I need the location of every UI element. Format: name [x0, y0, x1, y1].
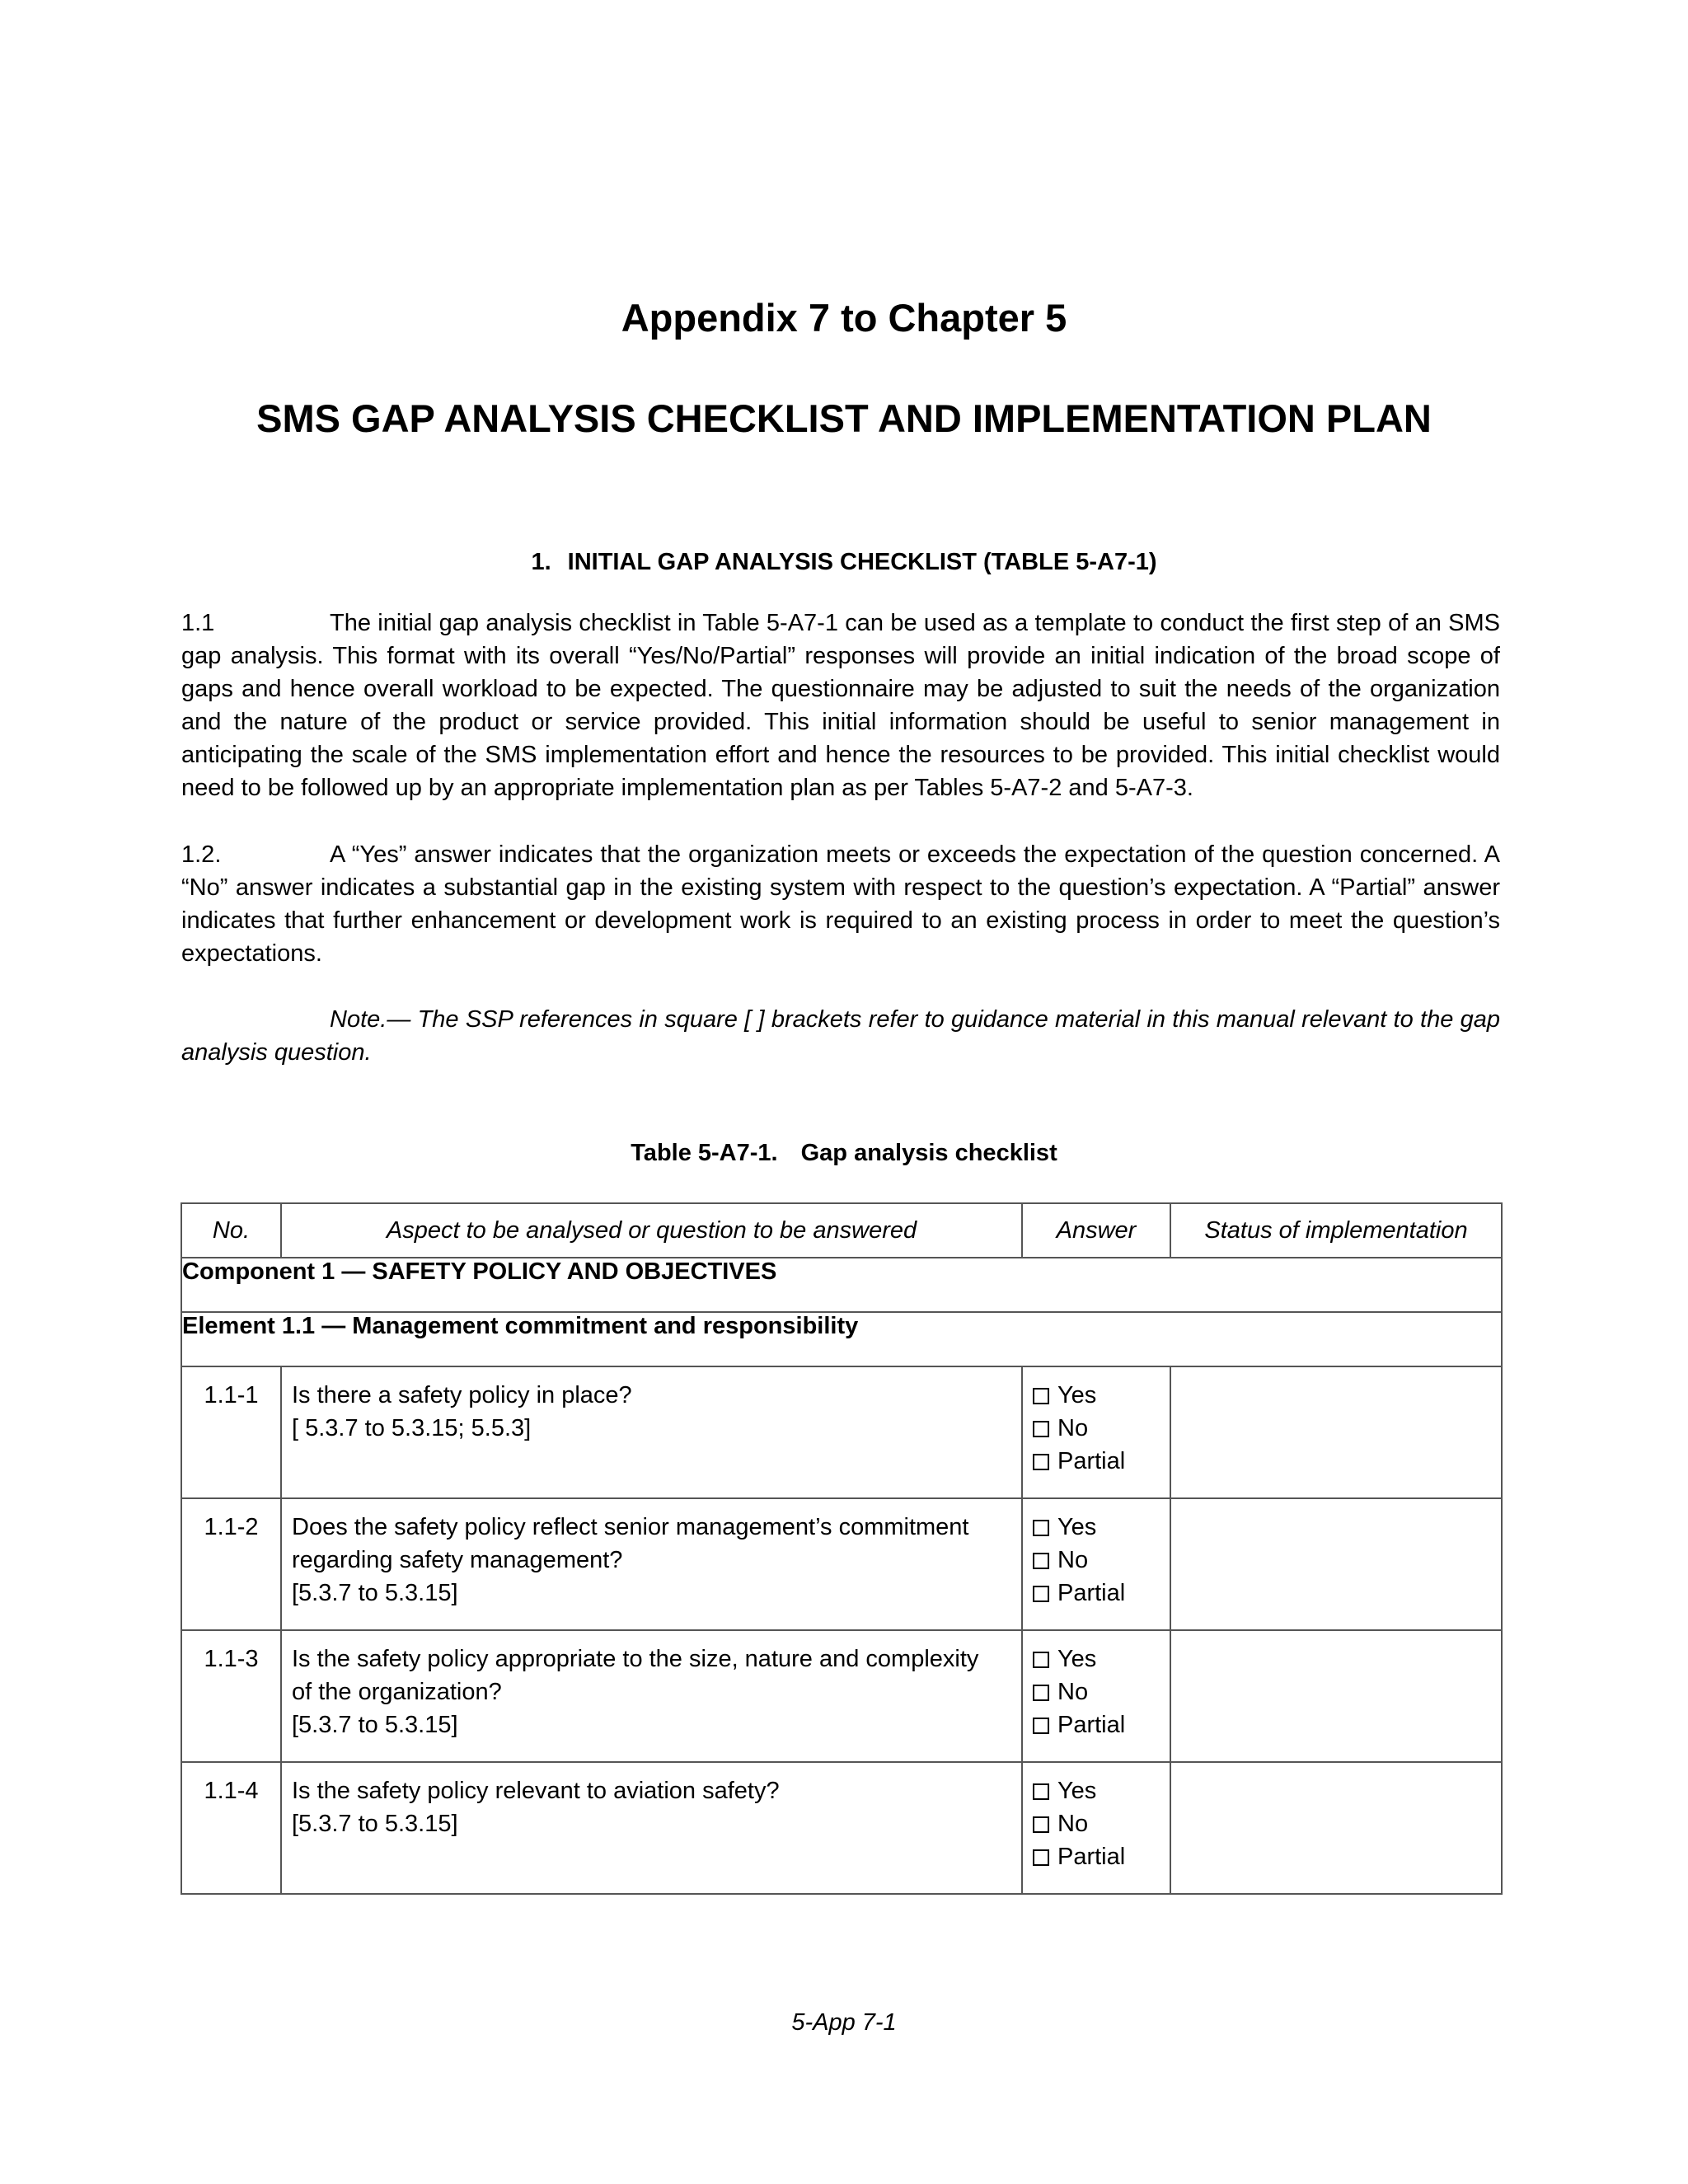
column-header-answer: Answer	[1022, 1203, 1170, 1258]
table-caption-title: Gap analysis checklist	[800, 1140, 1057, 1166]
question-reference: [5.3.7 to 5.3.15]	[292, 1811, 458, 1837]
table-header-row	[181, 1203, 1502, 1258]
paragraph-text: A “Yes” answer indicates that the organization meets or exceeds the expectation of the question concerned. A “No” answer indicates a substantial gap in the existing system with respect to the question’s expectation. A “Partial” answer indicates that further enhancement or development work is required to an existing process in order to meet the question’s expectations.	[181, 841, 1500, 967]
checkbox-icon[interactable]	[1033, 1388, 1049, 1404]
table-caption-number: Table 5-A7-1.	[631, 1140, 778, 1166]
checkbox-icon[interactable]	[1033, 1586, 1049, 1602]
section-number: 1.	[531, 549, 551, 575]
question-cell	[281, 1498, 1022, 1630]
table-row	[181, 1630, 1502, 1762]
table-row	[181, 1762, 1502, 1894]
checkbox-icon[interactable]	[1033, 1718, 1049, 1734]
table-caption	[0, 1139, 1688, 1168]
answer-option-partial[interactable]	[1033, 1445, 1170, 1478]
answer-cell	[1022, 1762, 1170, 1894]
question-text: regarding safety management?	[292, 1547, 623, 1573]
answer-option-label: No	[1057, 1811, 1089, 1837]
section-heading-text: INITIAL GAP ANALYSIS CHECKLIST (TABLE 5-A7-1)	[567, 549, 1157, 575]
question-cell	[281, 1630, 1022, 1762]
answer-option-label: No	[1057, 1547, 1089, 1573]
answer-option-label: Yes	[1057, 1646, 1097, 1672]
answer-option-no[interactable]	[1033, 1807, 1170, 1840]
paragraph-number: 1.2.	[181, 841, 222, 868]
answer-option-label: Yes	[1057, 1778, 1097, 1804]
row-number: 1.1-1	[181, 1366, 281, 1498]
answer-option-no[interactable]	[1033, 1675, 1170, 1708]
page-number: 5-App 7-1	[791, 2009, 897, 2036]
paragraph-1-2	[181, 838, 1500, 970]
checkbox-icon[interactable]	[1033, 1685, 1049, 1701]
column-header-aspect: Aspect to be analysed or question to be answered	[281, 1203, 1022, 1258]
answer-option-label: No	[1057, 1415, 1089, 1441]
table-row	[181, 1498, 1502, 1630]
page-subtitle: SMS GAP ANALYSIS CHECKLIST AND IMPLEMENTATION PLAN	[256, 396, 1432, 440]
answer-option-label: Yes	[1057, 1382, 1097, 1408]
page-title: Appendix 7 to Chapter 5	[621, 296, 1067, 340]
answer-option-label: Partial	[1057, 1448, 1126, 1474]
question-reference: [5.3.7 to 5.3.15]	[292, 1712, 458, 1738]
answer-option-yes[interactable]	[1033, 1643, 1170, 1675]
row-number: 1.1-4	[181, 1762, 281, 1894]
answer-option-partial[interactable]	[1033, 1840, 1170, 1873]
question-reference: [5.3.7 to 5.3.15]	[292, 1580, 458, 1606]
question-reference: [ 5.3.7 to 5.3.15; 5.5.3]	[292, 1415, 532, 1441]
answer-option-label: No	[1057, 1679, 1089, 1705]
row-number: 1.1-2	[181, 1498, 281, 1630]
paragraph-1-1	[181, 607, 1500, 804]
answer-option-partial[interactable]	[1033, 1708, 1170, 1741]
element-row	[181, 1312, 1502, 1366]
question-text: Is there a safety policy in place?	[292, 1382, 632, 1408]
checkbox-icon[interactable]	[1033, 1520, 1049, 1536]
checkbox-icon[interactable]	[1033, 1553, 1049, 1569]
table-row	[181, 1366, 1502, 1498]
paragraph-text: The initial gap analysis checklist in Table 5-A7-1 can be used as a template to conduct the first step of an SMS gap analysis. This format with its overall “Yes/No/Partial” responses will provide an initial indication of the broad scope of gaps and hence overall workload to be expected. The questionnaire may be adjusted to suit the needs of the organization and the nature of the product or service provided. This initial information should be useful to senior management in anticipating the scale of the SMS implementation effort and hence the resources to be provided. This initial checklist would need to be followed up by an appropriate implementation plan as per Tables 5-A7-2 and 5-A7-3.	[181, 610, 1500, 801]
answer-option-partial[interactable]	[1033, 1577, 1170, 1610]
answer-cell	[1022, 1630, 1170, 1762]
status-cell[interactable]	[1170, 1630, 1502, 1762]
answer-option-yes[interactable]	[1033, 1774, 1170, 1807]
status-cell[interactable]	[1170, 1762, 1502, 1894]
checkbox-icon[interactable]	[1033, 1454, 1049, 1470]
gap-analysis-table	[181, 1202, 1503, 1895]
note-paragraph	[181, 1003, 1500, 1069]
question-text: Does the safety policy reflect senior management’s commitment	[292, 1514, 969, 1540]
note-text: Note.— The SSP references in square [ ] brackets refer to guidance material in this manual relevant to the gap analysis question.	[181, 1006, 1500, 1066]
component-row	[181, 1258, 1502, 1312]
answer-option-label: Yes	[1057, 1514, 1097, 1540]
question-cell	[281, 1762, 1022, 1894]
section-heading	[0, 548, 1688, 577]
question-text: of the organization?	[292, 1679, 502, 1705]
row-number: 1.1-3	[181, 1630, 281, 1762]
question-text: Is the safety policy appropriate to the size, nature and complexity	[292, 1646, 979, 1672]
checkbox-icon[interactable]	[1033, 1421, 1049, 1437]
component-heading: Component 1 — SAFETY POLICY AND OBJECTIVES	[181, 1258, 1502, 1312]
question-text: Is the safety policy relevant to aviation safety?	[292, 1778, 780, 1804]
answer-option-label: Partial	[1057, 1712, 1126, 1738]
column-header-no: No.	[181, 1203, 281, 1258]
status-cell[interactable]	[1170, 1366, 1502, 1498]
answer-option-yes[interactable]	[1033, 1511, 1170, 1544]
answer-option-yes[interactable]	[1033, 1379, 1170, 1412]
status-cell[interactable]	[1170, 1498, 1502, 1630]
answer-cell	[1022, 1366, 1170, 1498]
column-header-status: Status of implementation	[1170, 1203, 1502, 1258]
answer-option-label: Partial	[1057, 1580, 1126, 1606]
answer-option-no[interactable]	[1033, 1544, 1170, 1577]
answer-option-no[interactable]	[1033, 1412, 1170, 1445]
checkbox-icon[interactable]	[1033, 1849, 1049, 1866]
checkbox-icon[interactable]	[1033, 1652, 1049, 1668]
element-heading: Element 1.1 — Management commitment and responsibility	[181, 1312, 1502, 1366]
checkbox-icon[interactable]	[1033, 1816, 1049, 1833]
answer-cell	[1022, 1498, 1170, 1630]
paragraph-number: 1.1	[181, 610, 215, 636]
question-cell	[281, 1366, 1022, 1498]
answer-option-label: Partial	[1057, 1844, 1126, 1870]
checkbox-icon[interactable]	[1033, 1783, 1049, 1800]
